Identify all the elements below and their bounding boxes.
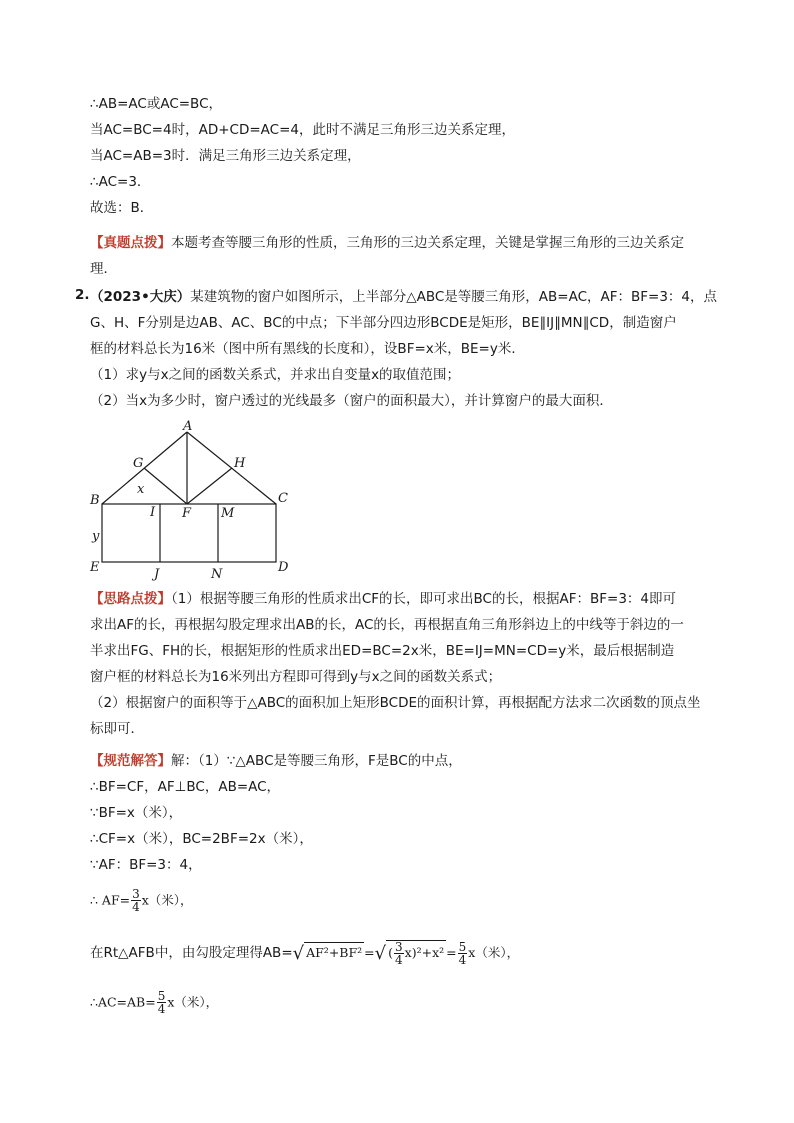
text-line: 当AC=AB=3时．满足三角形三边关系定理， <box>90 148 361 164</box>
hint-text: （1）根据等腰三角形的性质求出CF的长，即可求出BC的长，根据AF：BF=3：4即可 <box>171 591 676 607</box>
label-b: B <box>90 493 100 508</box>
hint-line: （2）根据窗户的面积等于△ABC的面积加上矩形BCDE的面积计算，再根据配方法求二次函数的顶点坐 <box>90 695 701 711</box>
hint-tag: 【思路点拨】 <box>90 591 171 607</box>
solution-ac-line: ∴AC=AB= $\frac{5}{4}$ x（米）， <box>90 989 219 1016</box>
problem-source: （2023•大庆） <box>90 289 191 305</box>
solution-af-line: ∴ AF= $\frac{3}{4}$ x（米）， <box>90 887 193 914</box>
label-e: E <box>90 560 100 575</box>
problem-number: 2. <box>75 287 90 303</box>
solution-line: ∵BF=x（米）， <box>90 805 183 821</box>
solution-line: ∴BF=CF，AF⊥BC，AB=AC， <box>90 779 281 795</box>
label-j: J <box>154 567 160 582</box>
problem-text: 某建筑物的窗户如图所示，上半部分△ABC是等腰三角形，AB=AC，AF：BF=3：4，点 <box>190 289 718 305</box>
label-m: M <box>221 506 235 521</box>
label-f: F <box>182 506 192 521</box>
problem-line: 框的材料总长为16米（图中所有黑线的长度和），设BF=x米，BE=y米． <box>90 341 525 357</box>
text-line: ∴AC=3． <box>90 174 151 190</box>
label-h: H <box>234 456 246 471</box>
text-line: 当AC=BC=4时，AD+CD=AC=4，此时不满足三角形三边关系定理， <box>90 122 515 138</box>
sqrt-expression: ( $\frac{3}{4}$ x)²+x² <box>388 940 445 967</box>
solution-tag: 【规范解答】 <box>90 753 171 769</box>
fraction-5-4: $\frac{5}{4}$ <box>157 989 166 1016</box>
label-c: C <box>278 491 288 506</box>
tip-text: 本题考查等腰三角形的性质，三角形的三边关系定理，关键是掌握三角形的三边关系定 <box>171 235 684 251</box>
text-line: 故选：B． <box>90 200 154 216</box>
label-i: I <box>150 505 156 520</box>
fraction-5-4: $\frac{5}{4}$ <box>458 939 467 967</box>
problem-line <box>90 287 717 307</box>
hint-line: 求出AF的长，再根据勾股定理求出AB的长，AC的长，再根据直角三角形斜边上的中线等于斜边的一 <box>90 617 684 633</box>
window-figure <box>88 418 308 586</box>
label-g: G <box>133 456 144 471</box>
tip-tag: 【真题点拨】 <box>90 235 171 251</box>
hint-line: 标即可． <box>90 721 144 737</box>
solution-line: ∵AF：BF=3：4， <box>90 857 202 873</box>
label-n: N <box>211 567 223 582</box>
segment-hf <box>187 468 232 504</box>
hint-line: 窗户框的材料总长为16米列出方程即可得到y与x之间的函数关系式； <box>90 669 502 685</box>
problem-line: G、H、F分别是边AB、AC、BC的中点；下半部分四边形BCDE是矩形，BE∥IJ∥MN∥CD，制造窗户 <box>90 315 677 331</box>
solution-pythagoras-line: 在Rt△AFB中，由勾股定理得AB=√ AF²+BF² =√ ( $\frac{3}{4}$ x)²+x² = $\frac{5}{4}$ x（米）， <box>90 939 520 967</box>
tip-line <box>90 233 684 253</box>
segment-gf <box>144 468 187 504</box>
solution-line: ∴CF=x（米），BC=2BF=2x（米）， <box>90 831 313 847</box>
solution-text: 解：（1）∵△ABC是等腰三角形，F是BC的中点， <box>171 753 462 769</box>
text-line: ∴AB=AC或AC=BC， <box>90 96 223 112</box>
label-a: A <box>183 419 193 434</box>
text-line: 理． <box>90 261 117 277</box>
fraction-3-4: $\frac{3}{4}$ <box>132 887 140 914</box>
sqrt-icon: √ <box>292 943 305 964</box>
question-2: （2）当x为多少时，窗户透过的光线最多（窗户的面积最大），并计算窗户的最大面积． <box>90 393 613 409</box>
hint-line <box>90 589 676 609</box>
label-y: y <box>92 529 100 544</box>
sqrt-icon: √ <box>374 943 387 964</box>
hint-line: 半求出FG、FH的长，根据矩形的性质求出ED=BC=2x米，BE=IJ=MN=CD=y米，最后根据制造 <box>90 643 675 659</box>
question-1: （1）求y与x之间的函数关系式，并求出自变量x的取值范围； <box>90 367 461 383</box>
figure-lines <box>102 432 276 562</box>
label-d: D <box>278 560 289 575</box>
solution-line <box>90 751 462 771</box>
label-x: x <box>137 482 145 497</box>
